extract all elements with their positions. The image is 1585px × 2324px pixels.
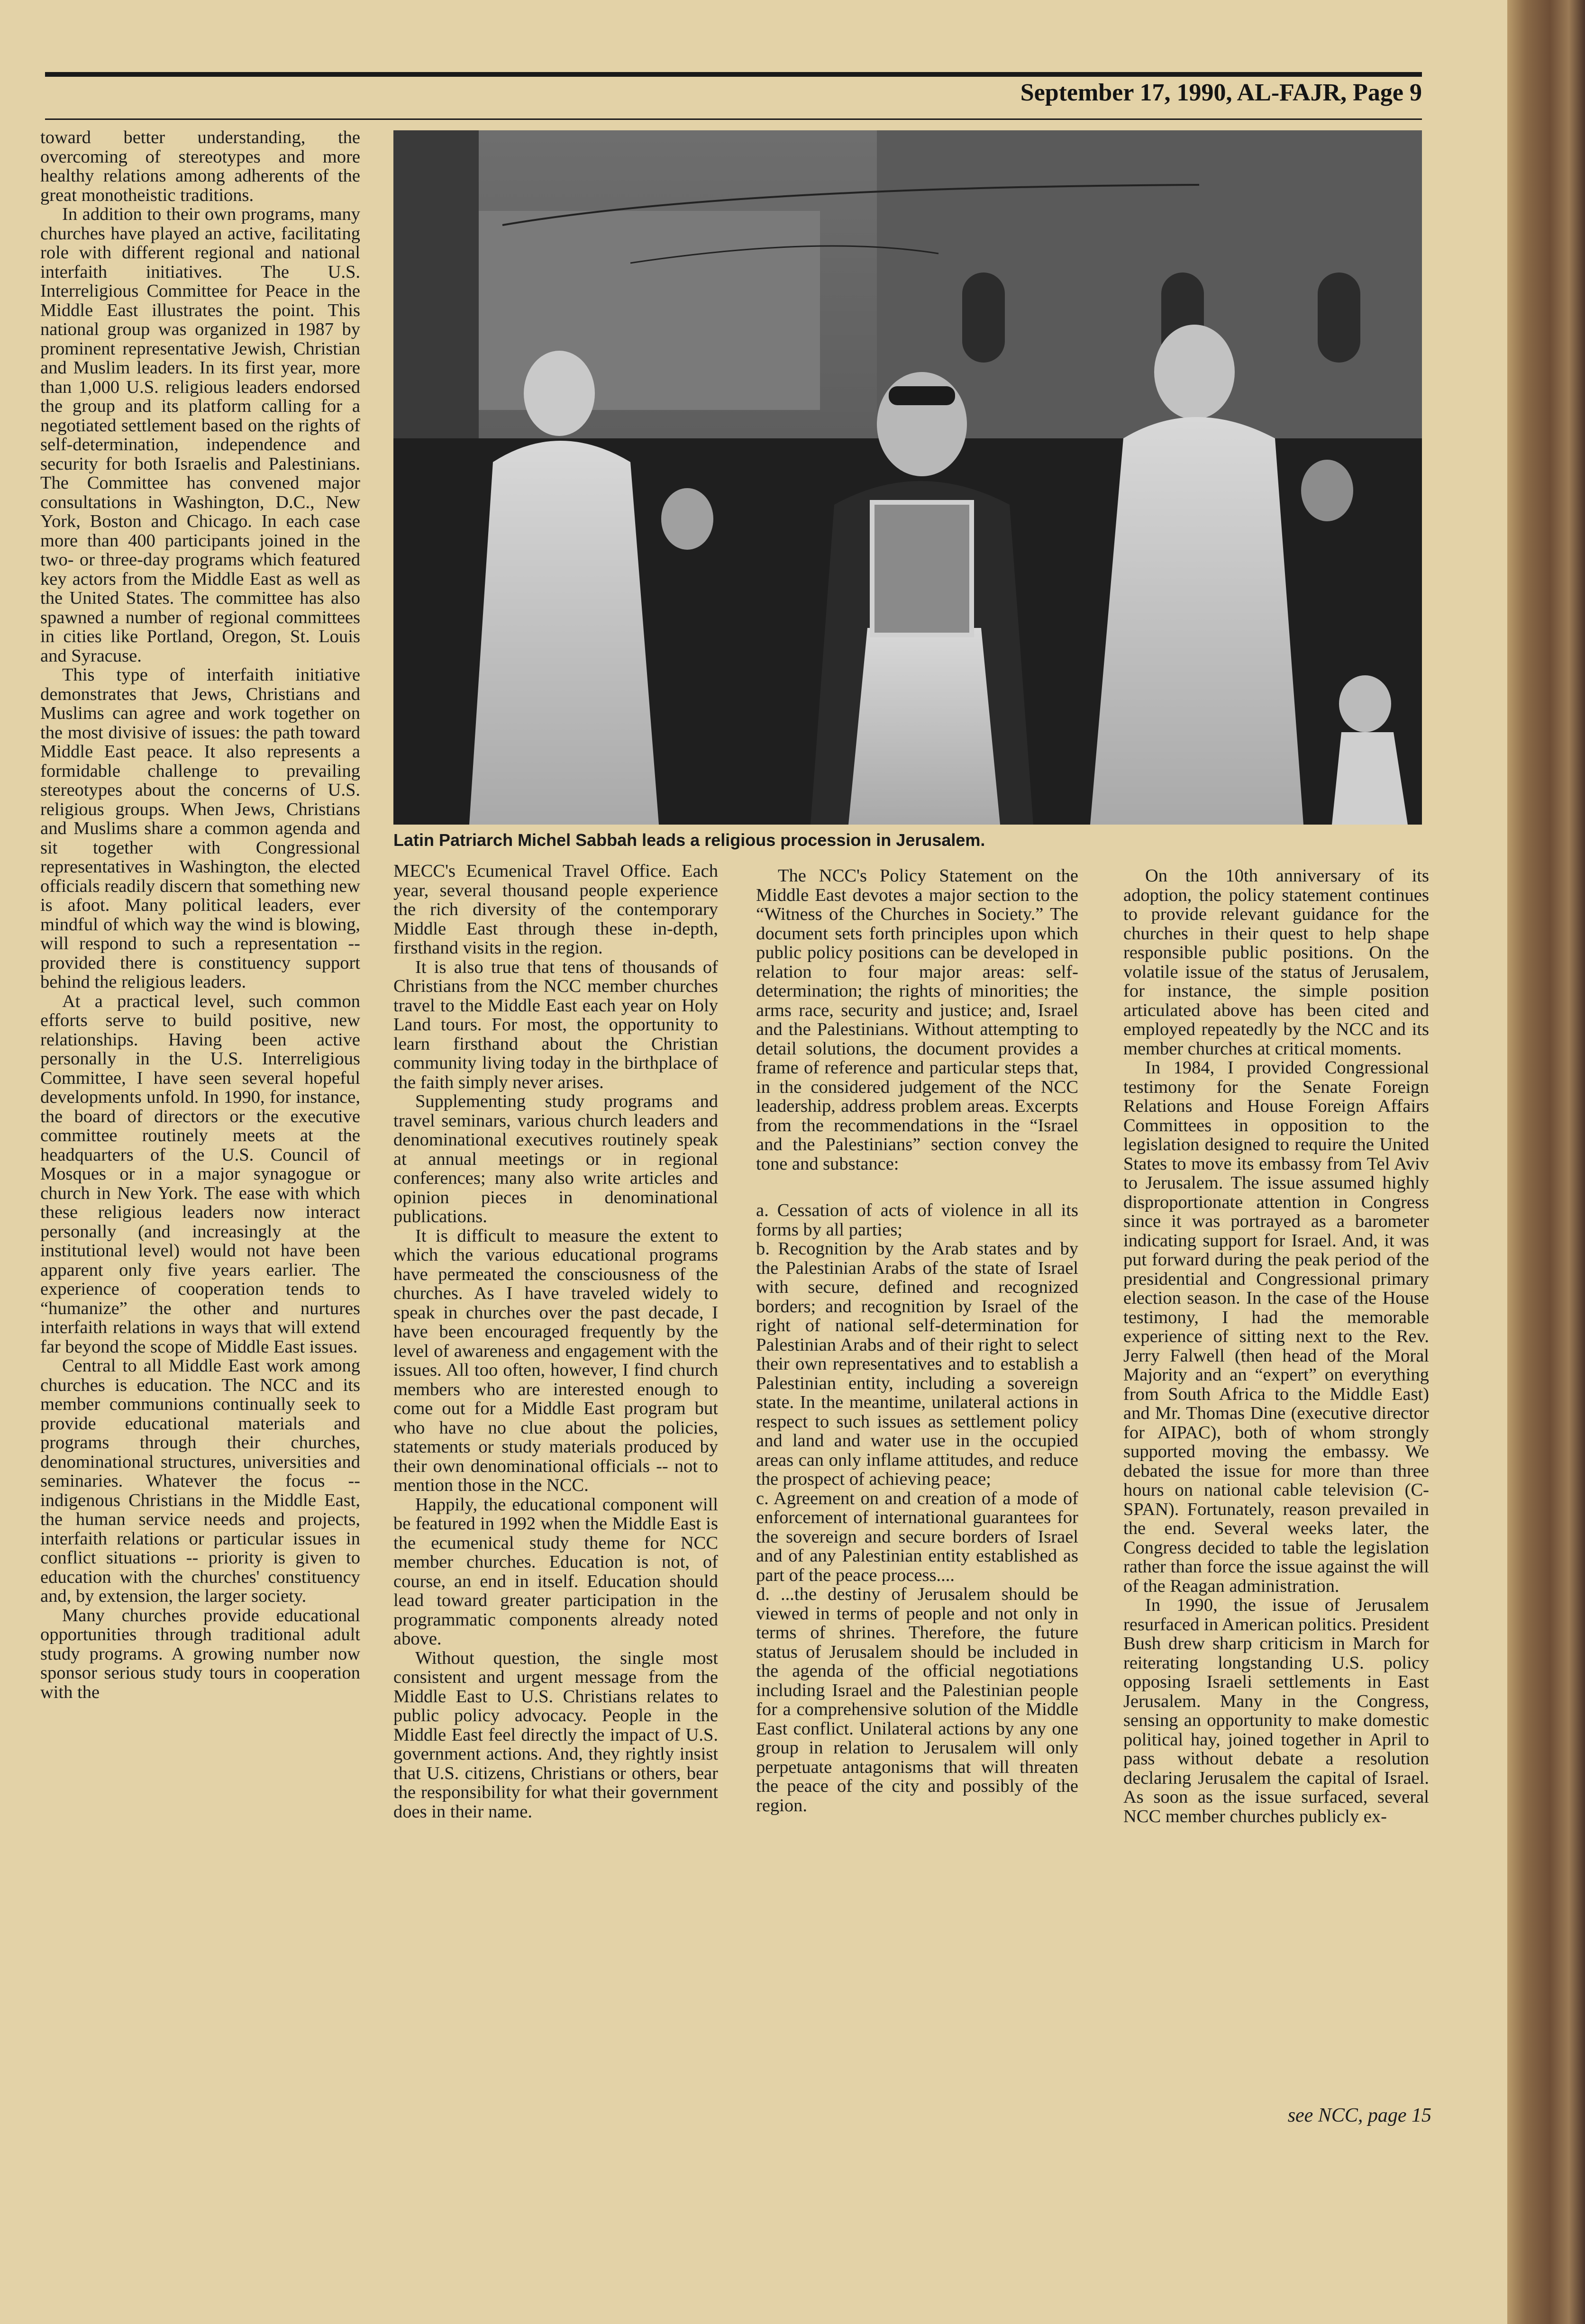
header-rule-thin — [45, 118, 1422, 120]
continuation-note: see NCC, page 15 — [1287, 2105, 1431, 2126]
article-column-3 — [756, 866, 1078, 1815]
recommendation-item: b. Recognition by the Arab states and by the Palestinian Arabs of the state of Israel with secure, defined and recognized borders; and recognition by Israel of the right of national self-determination for Palestinian Arabs and of their right to select their own representatives and to establish a Palestinian entity, including a sovereign state. In the meantime, unilateral actions in respect to such issues as settlement policy and land and water use in the occupied areas can only inflame attitudes, and reduce the prospect of achieving peace; — [756, 1239, 1078, 1489]
recommendation-list — [756, 1201, 1078, 1815]
procession-photo-image — [393, 130, 1422, 825]
article-column-2 — [393, 862, 718, 1821]
col1-paragraph: At a practical level, such common efforts serve to build positive, new relationships. Having been active personally in the U.S. Interreligious Committee, I have seen several hopeful developments unfold. In 1990, for instance, the board of directors or the executive committee routinely meets at the headquarters of the U.S. Council of Mosques or in a major synagogue or church in New York. The ease with which these religious leaders now interact personally (and increasingly at the institutional level) would not have been apparent only five years earlier. The experience of cooperation tends to “humanize” the other and nurtures interfaith relations in ways that will extend far beyond the scope of Middle East issues. — [40, 991, 360, 1357]
col2-paragraph: Supplementing study programs and travel seminars, various church leaders and denominational executives routinely speak at annual meetings or in regional conferences; many also write articles and opinion pieces in denominational publications. — [393, 1091, 718, 1226]
article-column-4 — [1123, 866, 1429, 1826]
col1-paragraph: In addition to their own programs, many churches have played an active, facilitating role with different regional and national interfaith initiatives. The U.S. Interreligious Committee for Peace in the Middle East illustrates the point. This national group was organized in 1987 by prominent representative Jewish, Christian and Muslim leaders. In its first year, more than 1,000 U.S. religious leaders endorsed the group and its platform calling for a negotiated settlement based on the rights of self-determination, independence and security for both Israelis and Palestinians. The Committee has convened major consultations in Washington, D.C., New York, Boston and Chicago. In each case more than 400 participants joined in the two- or three-day programs which featured key actors from the Middle East as well as the United States. The committee has also spawned a number of regional committees in cities like Portland, Oregon, St. Louis and Syracuse. — [40, 204, 360, 666]
col1-paragraph: This type of interfaith initiative demonstrates that Jews, Christians and Muslims can agree and work together on the most divisive of issues: the path toward Middle East peace. It also represents a formidable challenge to prevailing stereotypes about the concerns of U.S. religious groups. When Jews, Christians and Muslims share a common agenda and sit together with Congressional representatives in Washington, the elected officials readily discern that something new is afoot. Many political leaders, ever mindful of which way the wind is blowing, will respond to such a representation -- provided there is constituency support behind the religious leaders. — [40, 665, 360, 992]
col4-paragraph: In 1984, I provided Congressional testimony for the Senate Foreign Relations and House Foreign Affairs Committees in opposition to the legislation designed to require the United States to move its embassy from Tel Aviv to Jerusalem. The issue assumed highly disproportionate attention in Congress since it was portrayed as a barometer indicating support for Israel. And, it was put forward during the peak period of the presidential and Congressional primary election season. In the case of the House testimony, I had the memorable experience of sitting next to the Rev. Jerry Falwell (then head of the Moral Majority and an “expert” on everything from South Africa to the Middle East) and Mr. Thomas Dine (executive director for AIPAC), both of whom strongly supported moving the embassy. We debated the issue for more than three hours on national cable television (C-SPAN). Fortunately, reason prevailed in the end. Several weeks later, the Congress decided to table the legislation rather than force the issue against the will of the Reagan administration. — [1123, 1058, 1429, 1596]
col1-paragraph: toward better understanding, the overcoming of stereotypes and more healthy relations among adherents of the great monotheistic traditions. — [40, 127, 360, 205]
recommendation-item: a. Cessation of acts of violence in all its forms by all parties; — [756, 1200, 1078, 1240]
col4-paragraph: On the 10th anniversary of its adoption, the policy statement continues to provide relevant guidance for the churches in their quest to help shape responsible public positions. On the volatile issue of the status of Jerusalem, for instance, the simple position articulated above has been cited and employed repeatedly by the NCC and its member churches at critical moments. — [1123, 866, 1429, 1059]
page-dateline: September 17, 1990, AL-FAJR, Page 9 — [1020, 79, 1422, 106]
col4-paragraph: In 1990, the issue of Jerusalem resurfaced in American politics. President Bush drew sharp criticism in March for reiterating longstanding U.S. policy opposing Israeli settlements in East Jerusalem. Many in the Congress, sensing an opportunity to make domestic political hay, joined together in April to pass without debate a resolution declaring Jerusalem the capital of Israel. As soon as the issue surfaced, several NCC member churches publicly ex- — [1123, 1595, 1429, 1826]
col1-paragraph: Central to all Middle East work among churches is education. The NCC and its member communions continually seek to provide educational materials and programs through their churches, denominational structures, universities and seminaries. Whatever the focus -- indigenous Christians in the Middle East, the human service needs and projects, interfaith relations or particular issues in conflict situations -- priority is given to education with the churches' constituency and, by extension, the larger society. — [40, 1356, 360, 1606]
col1-paragraph: Many churches provide educational opportunities through traditional adult study programs. A growing number now sponsor serious study tours in cooperation with the — [40, 1605, 360, 1702]
header-rule-thick — [45, 72, 1422, 77]
col2-paragraph: It is also true that tens of thousands of Christians from the NCC member churches travel to the Middle East each year on Holy Land tours. For most, the opportunity to learn firsthand about the Christian community living today in the birthplace of the faith simply never arises. — [393, 957, 718, 1092]
photo-caption: Latin Patriarch Michel Sabbah leads a religious procession in Jerusalem. — [393, 830, 985, 850]
col2-paragraph: It is difficult to measure the extent to which the various educational programs have permeated the consciousness of the churches. As I have traveled widely to speak in churches over the past decade, I have been encouraged frequently by the level of awareness and engagement with the issues. All too often, however, I find church members who are interested enough to come out for a Middle East program but who have no clue about the policies, statements or study materials produced by their own denominational officials -- not to mention those in the NCC. — [393, 1226, 718, 1495]
col2-paragraph: Happily, the educational component will be featured in 1992 when the Middle East is the ecumenical study theme for NCC member churches. Education is not, of course, an end in itself. Education should lead toward greater participation in the programmatic components already noted above. — [393, 1494, 718, 1649]
col2-paragraph: MECC's Ecumenical Travel Office. Each year, several thousand people experience the rich diversity of the contemporary Middle East through these in-depth, firsthand visits in the region. — [393, 861, 718, 958]
col3-intro: The NCC's Policy Statement on the Middle East devotes a major section to the “Witness of the Churches in Society.” The document sets forth principles upon which public policy positions can be developed in relation to four major areas: self-determination; the rights of minorities; the arms race, security and justice; and, Israel and the Palestinians. Without attempting to detail solutions, the document provides a frame of reference and particular steps that, in the considered judgement of the NCC leadership, address problem areas. Excerpts from the recommendations in the “Israel and the Palestinians” section convey the tone and substance: — [756, 866, 1078, 1174]
col2-paragraph: Without question, the single most consistent and urgent message from the Middle East to U.S. Christians relates to public policy advocacy. People in the Middle East feel directly the impact of U.S. government actions. And, they rightly insist that U.S. citizens, Christians or others, bear the responsibility for what their government does in their name. — [393, 1648, 718, 1822]
article-column-1 — [40, 128, 360, 1702]
recommendation-item: c. Agreement on and creation of a mode of enforcement of international guarantees for the sovereign and secure borders of Israel and of any Palestinian entity established as part of the peace process.... — [756, 1488, 1078, 1585]
book-binding-edge — [1507, 0, 1585, 2324]
procession-photo — [393, 130, 1422, 825]
recommendation-item: d. ...the destiny of Jerusalem should be viewed in terms of people and not only in terms of shrines. Therefore, the future status of Jerusalem should be included in the agenda of the official negotiations including Israel and the Palestinian people for a comprehensive solution of the Middle East conflict. Unilateral actions by any one group in relation to Jerusalem will only perpetuate antagonisms that will threaten the peace of the city and possibly of the region. — [756, 1584, 1078, 1816]
